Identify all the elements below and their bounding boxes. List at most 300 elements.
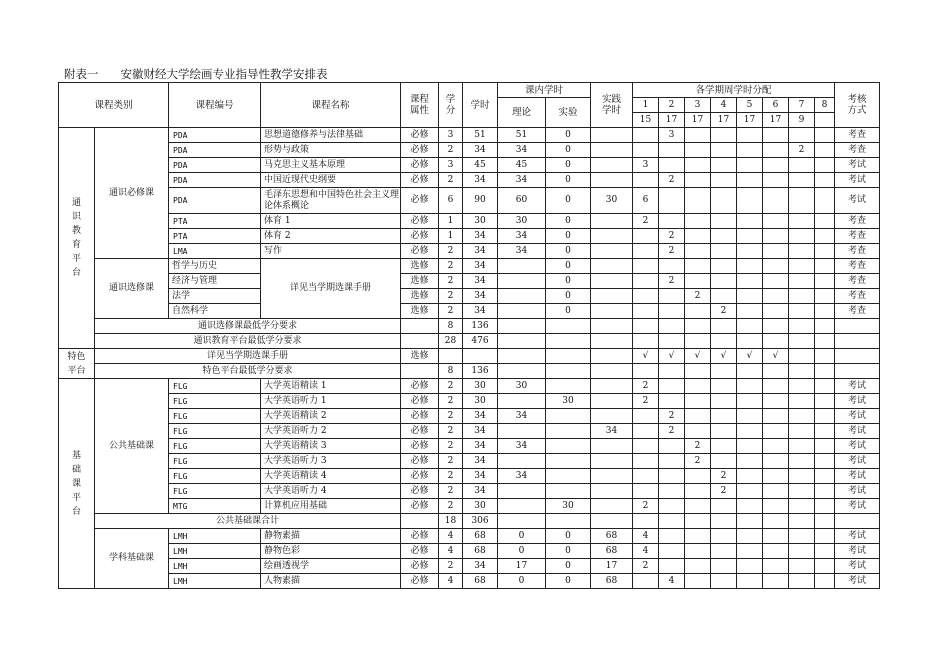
semester-hours bbox=[633, 574, 659, 589]
subcat-general-required: 通识必修课 bbox=[95, 128, 169, 259]
course-assess: 考试 bbox=[835, 394, 880, 409]
title-text: 安徽财经大学绘画专业指导性教学安排表 bbox=[120, 67, 328, 81]
semester-hours bbox=[685, 188, 711, 214]
semester-hours bbox=[789, 379, 815, 394]
semester-hours bbox=[659, 514, 685, 529]
table-row bbox=[59, 214, 880, 229]
semester-hours bbox=[711, 559, 737, 574]
course-theory: 34 bbox=[498, 409, 546, 424]
semester-hours: 6 bbox=[633, 188, 659, 214]
semester-hours bbox=[737, 289, 763, 304]
header-theory: 理论 bbox=[498, 98, 546, 128]
semester-number: 6 bbox=[763, 98, 789, 113]
course-theory bbox=[498, 484, 546, 499]
semester-hours bbox=[763, 529, 789, 544]
course-practice bbox=[591, 158, 633, 173]
semester-hours bbox=[711, 274, 737, 289]
course-code: PDA bbox=[169, 143, 261, 158]
course-attr: 必修 bbox=[401, 188, 439, 214]
semester-hours bbox=[789, 158, 815, 173]
semester-hours bbox=[633, 454, 659, 469]
course-credit: 3 bbox=[439, 128, 463, 143]
course-assess: 考查 bbox=[835, 229, 880, 244]
table-cell bbox=[546, 364, 591, 379]
semester-hours bbox=[815, 544, 835, 559]
semester-hours bbox=[815, 188, 835, 214]
course-hours: 68 bbox=[463, 544, 498, 559]
course-code: FLG bbox=[169, 484, 261, 499]
course-practice: 68 bbox=[591, 529, 633, 544]
course-theory: 51 bbox=[498, 128, 546, 143]
page-title bbox=[64, 66, 328, 82]
table-row bbox=[59, 499, 880, 514]
course-credit: 2 bbox=[439, 173, 463, 188]
course-attr bbox=[401, 334, 439, 349]
course-attr: 选修 bbox=[401, 304, 439, 319]
semester-hours bbox=[659, 529, 685, 544]
course-experiment: 0 bbox=[546, 173, 591, 188]
course-name: 大学英语精读 2 bbox=[261, 409, 401, 424]
course-practice bbox=[591, 394, 633, 409]
course-credit: 2 bbox=[439, 143, 463, 158]
semester-hours bbox=[659, 334, 685, 349]
course-experiment: 0 bbox=[546, 259, 591, 274]
course-name: 毛泽东思想和中国特色社会主义理论体系概论 bbox=[261, 188, 401, 214]
semester-hours bbox=[633, 439, 659, 454]
table-cell bbox=[633, 364, 659, 379]
semester-hours bbox=[685, 529, 711, 544]
semester-hours bbox=[659, 499, 685, 514]
course-experiment: 0 bbox=[546, 229, 591, 244]
semester-hours bbox=[685, 128, 711, 143]
course-name: 大学英语听力 4 bbox=[261, 484, 401, 499]
course-credit: 4 bbox=[439, 529, 463, 544]
course-attr: 必修 bbox=[401, 379, 439, 394]
course-attr: 必修 bbox=[401, 454, 439, 469]
table-cell bbox=[591, 349, 633, 364]
semester-number: 5 bbox=[737, 98, 763, 113]
semester-hours bbox=[789, 484, 815, 499]
course-attr: 必修 bbox=[401, 499, 439, 514]
course-practice bbox=[591, 259, 633, 274]
table-row bbox=[59, 128, 880, 143]
course-attr: 选修 bbox=[401, 274, 439, 289]
semester-hours bbox=[737, 304, 763, 319]
table-row bbox=[59, 229, 880, 244]
course-name: 中国近现代史纲要 bbox=[261, 173, 401, 188]
total-hours: 136 bbox=[463, 364, 498, 379]
elective-area: 哲学与历史 bbox=[169, 259, 261, 274]
course-attr: 必修 bbox=[401, 128, 439, 143]
subcat-public-basic: 公共基础课 bbox=[95, 379, 169, 514]
course-code: LMH bbox=[169, 529, 261, 544]
course-credit: 2 bbox=[439, 439, 463, 454]
table-row bbox=[59, 143, 880, 158]
semester-hours: 2 bbox=[711, 469, 737, 484]
semester-hours bbox=[763, 289, 789, 304]
course-credit: 2 bbox=[439, 469, 463, 484]
semester-hours bbox=[737, 244, 763, 259]
total-hours: 136 bbox=[463, 319, 498, 334]
total-credit: 8 bbox=[439, 364, 463, 379]
semester-hours bbox=[763, 158, 789, 173]
semester-hours bbox=[737, 514, 763, 529]
course-assess: 考试 bbox=[835, 484, 880, 499]
semester-hours: 2 bbox=[659, 173, 685, 188]
course-hours: 45 bbox=[463, 158, 498, 173]
semester-hours bbox=[711, 394, 737, 409]
course-experiment bbox=[546, 409, 591, 424]
course-name: 体育 1 bbox=[261, 214, 401, 229]
course-theory: 30 bbox=[498, 214, 546, 229]
course-hours: 51 bbox=[463, 128, 498, 143]
table-row bbox=[59, 514, 880, 529]
semester-hours: 2 bbox=[633, 499, 659, 514]
elective-area: 法学 bbox=[169, 289, 261, 304]
course-experiment: 0 bbox=[546, 214, 591, 229]
course-practice bbox=[591, 379, 633, 394]
semester-hours: 4 bbox=[659, 574, 685, 589]
semester-hours bbox=[763, 244, 789, 259]
course-experiment bbox=[546, 439, 591, 454]
course-credit: 2 bbox=[439, 454, 463, 469]
course-practice: 17 bbox=[591, 559, 633, 574]
course-experiment: 0 bbox=[546, 143, 591, 158]
semester-number: 3 bbox=[685, 98, 711, 113]
semester-hours bbox=[815, 304, 835, 319]
semester-weeks: 15 bbox=[633, 113, 659, 128]
semester-hours bbox=[737, 128, 763, 143]
special-note: 详见当学期选课手册 bbox=[95, 349, 401, 364]
course-credit: 2 bbox=[439, 379, 463, 394]
course-assess: 考试 bbox=[835, 499, 880, 514]
semester-hours bbox=[737, 143, 763, 158]
course-attr: 必修 bbox=[401, 529, 439, 544]
course-assess: 考试 bbox=[835, 454, 880, 469]
semester-hours: 2 bbox=[789, 143, 815, 158]
course-practice: 68 bbox=[591, 544, 633, 559]
semester-hours bbox=[737, 158, 763, 173]
course-experiment: 0 bbox=[546, 559, 591, 574]
course-attr: 必修 bbox=[401, 439, 439, 454]
semester-hours: 2 bbox=[659, 409, 685, 424]
course-practice bbox=[591, 289, 633, 304]
course-assess: 考查 bbox=[835, 214, 880, 229]
course-theory: 0 bbox=[498, 529, 546, 544]
semester-hours bbox=[711, 128, 737, 143]
table-cell bbox=[835, 319, 880, 334]
semester-hours bbox=[685, 499, 711, 514]
course-assess: 考查 bbox=[835, 304, 880, 319]
table-cell bbox=[546, 514, 591, 529]
semester-hours bbox=[633, 304, 659, 319]
course-assess: 考查 bbox=[835, 259, 880, 274]
semester-hours bbox=[659, 188, 685, 214]
elective-area: 经济与管理 bbox=[169, 274, 261, 289]
semester-hours bbox=[685, 514, 711, 529]
title-prefix: 附表一 bbox=[64, 67, 99, 81]
semester-hours bbox=[737, 274, 763, 289]
semester-hours bbox=[685, 274, 711, 289]
course-assess: 考试 bbox=[835, 379, 880, 394]
semester-hours bbox=[659, 214, 685, 229]
semester-hours bbox=[737, 214, 763, 229]
course-credit: 1 bbox=[439, 229, 463, 244]
semester-hours bbox=[763, 128, 789, 143]
course-name: 写作 bbox=[261, 244, 401, 259]
semester-hours bbox=[815, 289, 835, 304]
course-credit: 2 bbox=[439, 274, 463, 289]
table-row bbox=[59, 289, 880, 304]
course-hours: 34 bbox=[463, 304, 498, 319]
semester-hours bbox=[815, 259, 835, 274]
course-practice bbox=[591, 469, 633, 484]
course-attr: 选修 bbox=[401, 349, 439, 364]
course-credit: 2 bbox=[439, 424, 463, 439]
course-theory: 17 bbox=[498, 559, 546, 574]
semester-hours bbox=[633, 514, 659, 529]
special-min-requirement: 特色平台最低学分要求 bbox=[95, 364, 401, 379]
header-experiment: 实验 bbox=[546, 98, 591, 128]
semester-hours bbox=[711, 289, 737, 304]
course-attr: 必修 bbox=[401, 574, 439, 589]
semester-hours bbox=[633, 173, 659, 188]
semester-number: 7 bbox=[789, 98, 815, 113]
course-practice bbox=[591, 229, 633, 244]
course-hours: 34 bbox=[463, 143, 498, 158]
course-attr: 必修 bbox=[401, 244, 439, 259]
semester-check: √ bbox=[633, 349, 659, 364]
semester-hours bbox=[711, 214, 737, 229]
course-credit: 4 bbox=[439, 574, 463, 589]
semester-hours bbox=[815, 559, 835, 574]
semester-hours bbox=[685, 143, 711, 158]
semester-hours bbox=[711, 409, 737, 424]
table-cell bbox=[439, 349, 463, 364]
semester-check: √ bbox=[711, 349, 737, 364]
course-hours: 30 bbox=[463, 214, 498, 229]
course-practice bbox=[591, 304, 633, 319]
course-attr: 必修 bbox=[401, 229, 439, 244]
course-credit: 2 bbox=[439, 304, 463, 319]
course-practice bbox=[591, 143, 633, 158]
semester-hours bbox=[789, 574, 815, 589]
table-cell bbox=[789, 364, 815, 379]
semester-hours: 4 bbox=[633, 544, 659, 559]
table-row bbox=[59, 349, 880, 364]
semester-hours bbox=[685, 379, 711, 394]
semester-weeks: 17 bbox=[659, 113, 685, 128]
semester-hours bbox=[711, 454, 737, 469]
course-hours: 34 bbox=[463, 439, 498, 454]
semester-hours bbox=[685, 214, 711, 229]
table-cell bbox=[591, 334, 633, 349]
course-experiment: 0 bbox=[546, 128, 591, 143]
semester-hours bbox=[763, 574, 789, 589]
course-practice bbox=[591, 173, 633, 188]
table-row bbox=[59, 559, 880, 574]
course-attr: 必修 bbox=[401, 214, 439, 229]
table-row bbox=[59, 158, 880, 173]
semester-hours bbox=[763, 424, 789, 439]
course-credit: 2 bbox=[439, 484, 463, 499]
course-credit: 1 bbox=[439, 214, 463, 229]
semester-hours bbox=[789, 334, 815, 349]
table-cell bbox=[815, 364, 835, 379]
semester-hours bbox=[815, 244, 835, 259]
semester-hours bbox=[633, 469, 659, 484]
semester-number: 1 bbox=[633, 98, 659, 113]
course-practice bbox=[591, 214, 633, 229]
header-hours: 学时 bbox=[463, 83, 498, 128]
course-experiment: 0 bbox=[546, 158, 591, 173]
semester-hours bbox=[659, 158, 685, 173]
semester-number: 8 bbox=[815, 98, 835, 113]
course-hours: 34 bbox=[463, 259, 498, 274]
course-hours: 34 bbox=[463, 289, 498, 304]
course-assess: 考试 bbox=[835, 158, 880, 173]
course-name: 大学英语听力 2 bbox=[261, 424, 401, 439]
semester-weeks: 17 bbox=[685, 113, 711, 128]
semester-hours bbox=[685, 229, 711, 244]
table-cell bbox=[685, 364, 711, 379]
semester-hours bbox=[815, 469, 835, 484]
semester-hours bbox=[789, 173, 815, 188]
course-name: 计算机应用基础 bbox=[261, 499, 401, 514]
semester-hours: 2 bbox=[659, 274, 685, 289]
semester-hours bbox=[737, 394, 763, 409]
course-hours: 34 bbox=[463, 559, 498, 574]
semester-hours: 2 bbox=[685, 289, 711, 304]
semester-hours bbox=[711, 379, 737, 394]
schedule-table bbox=[58, 82, 880, 589]
semester-hours bbox=[789, 319, 815, 334]
semester-hours bbox=[711, 173, 737, 188]
course-hours: 34 bbox=[463, 469, 498, 484]
course-assess: 考试 bbox=[835, 574, 880, 589]
semester-hours bbox=[737, 454, 763, 469]
semester-hours: 3 bbox=[659, 128, 685, 143]
course-code: FLG bbox=[169, 454, 261, 469]
course-assess: 考试 bbox=[835, 188, 880, 214]
semester-hours bbox=[763, 394, 789, 409]
semester-hours bbox=[789, 244, 815, 259]
course-assess: 考查 bbox=[835, 289, 880, 304]
table-row bbox=[59, 379, 880, 394]
semester-weeks: 17 bbox=[711, 113, 737, 128]
semester-hours bbox=[633, 128, 659, 143]
course-hours: 30 bbox=[463, 394, 498, 409]
semester-hours: 2 bbox=[633, 559, 659, 574]
elective-min-requirement: 通识选修课最低学分要求 bbox=[95, 319, 401, 334]
semester-check: √ bbox=[763, 349, 789, 364]
course-experiment: 0 bbox=[546, 304, 591, 319]
semester-hours: 2 bbox=[685, 454, 711, 469]
header-inclass: 课内学时 bbox=[498, 83, 591, 98]
table-row bbox=[59, 544, 880, 559]
course-assess: 考试 bbox=[835, 529, 880, 544]
semester-hours bbox=[763, 214, 789, 229]
semester-hours bbox=[711, 319, 737, 334]
course-hours: 34 bbox=[463, 484, 498, 499]
semester-hours bbox=[789, 304, 815, 319]
total-credit: 18 bbox=[439, 514, 463, 529]
semester-hours: 2 bbox=[685, 439, 711, 454]
semester-hours bbox=[633, 334, 659, 349]
course-theory bbox=[498, 499, 546, 514]
semester-hours bbox=[815, 394, 835, 409]
course-theory: 30 bbox=[498, 379, 546, 394]
semester-hours bbox=[815, 439, 835, 454]
semester-hours bbox=[685, 304, 711, 319]
semester-hours bbox=[659, 544, 685, 559]
semester-hours bbox=[815, 409, 835, 424]
semester-hours: 4 bbox=[633, 529, 659, 544]
table-row bbox=[59, 469, 880, 484]
semester-hours bbox=[711, 514, 737, 529]
semester-hours bbox=[737, 319, 763, 334]
course-practice bbox=[591, 484, 633, 499]
semester-hours bbox=[789, 259, 815, 274]
semester-hours bbox=[659, 454, 685, 469]
course-experiment bbox=[546, 469, 591, 484]
semester-hours bbox=[711, 259, 737, 274]
course-practice bbox=[591, 244, 633, 259]
course-theory bbox=[498, 454, 546, 469]
table-row bbox=[59, 259, 880, 274]
table-row bbox=[59, 364, 880, 379]
semester-hours bbox=[737, 529, 763, 544]
course-attr: 必修 bbox=[401, 559, 439, 574]
course-theory: 34 bbox=[498, 143, 546, 158]
semester-hours bbox=[711, 229, 737, 244]
header-practice: 实践学时 bbox=[591, 83, 633, 128]
semester-hours bbox=[789, 214, 815, 229]
course-code: FLG bbox=[169, 394, 261, 409]
semester-hours bbox=[633, 244, 659, 259]
course-code: PTA bbox=[169, 229, 261, 244]
semester-hours bbox=[659, 304, 685, 319]
semester-hours bbox=[711, 158, 737, 173]
course-assess: 考试 bbox=[835, 409, 880, 424]
table-cell bbox=[463, 349, 498, 364]
table-cell bbox=[763, 364, 789, 379]
semester-hours bbox=[633, 274, 659, 289]
course-hours: 34 bbox=[463, 229, 498, 244]
course-name: 大学英语听力 3 bbox=[261, 454, 401, 469]
semester-hours bbox=[685, 574, 711, 589]
course-attr bbox=[401, 514, 439, 529]
course-experiment: 0 bbox=[546, 544, 591, 559]
semester-hours bbox=[789, 514, 815, 529]
semester-check bbox=[815, 349, 835, 364]
semester-hours bbox=[737, 379, 763, 394]
semester-hours bbox=[685, 394, 711, 409]
course-theory: 34 bbox=[498, 173, 546, 188]
subcat-subject-basic: 学科基础课 bbox=[95, 529, 169, 589]
semester-hours bbox=[763, 454, 789, 469]
table-cell bbox=[591, 514, 633, 529]
semester-hours bbox=[789, 559, 815, 574]
course-theory: 60 bbox=[498, 188, 546, 214]
course-hours: 34 bbox=[463, 409, 498, 424]
semester-hours bbox=[659, 289, 685, 304]
course-name: 形势与政策 bbox=[261, 143, 401, 158]
course-experiment: 0 bbox=[546, 289, 591, 304]
semester-hours bbox=[685, 424, 711, 439]
semester-hours bbox=[659, 484, 685, 499]
table-cell bbox=[546, 334, 591, 349]
